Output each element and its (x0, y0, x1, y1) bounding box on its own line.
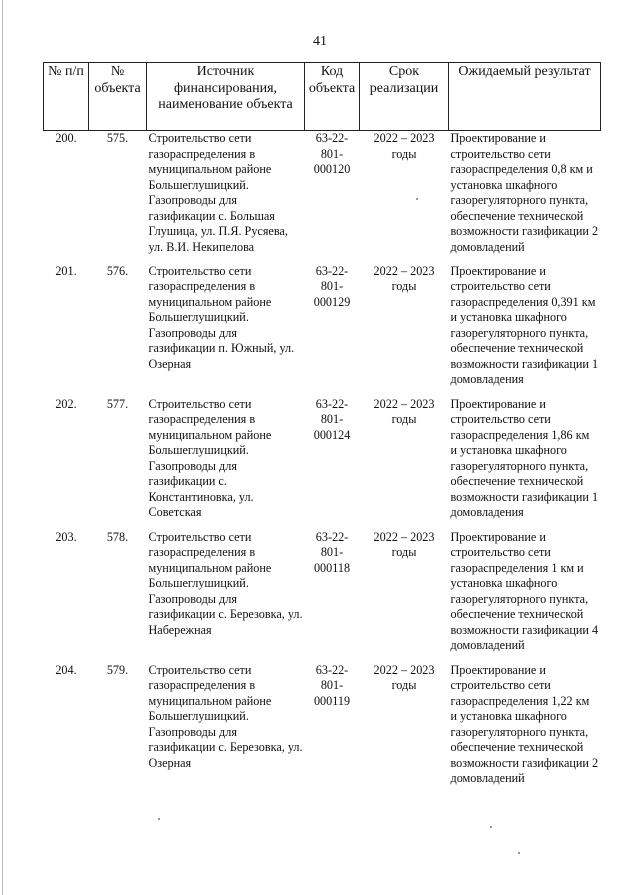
financing-source: Строительство сети газораспределения в муниципальном районе Большеглушицкий. Газопроводы для газификации с. Березовка, ул. Набережная (148, 529, 303, 637)
scan-speck (518, 852, 520, 854)
implementation-period: 2022 – 2023 годы (373, 662, 435, 692)
financing-source: Строительство сети газораспределения в муниципальном районе Большеглушицкий. Газопроводы для газификации с. Березовка, ул. Озерная (148, 662, 303, 770)
expected-result: Проектирование и строительство сети газораспределения 1,86 км и установка шкафного газорегуляторного пункта, обеспечение технической возможности газификации 1 домовладения (450, 396, 599, 519)
table-row (44, 264, 601, 397)
page-number: 41 (313, 34, 327, 49)
financing-source: Строительство сети газораспределения в муниципальном районе Большеглушицкий. Газопроводы для газификации с. Константиновка, ул. Советская (148, 396, 272, 519)
header-row-number: № п/п (44, 63, 89, 131)
expected-result: Проектирование и строительство сети газораспределения 0,391 км и установка шкафного газорегуляторного пункта, обеспечение технической возможности газификации 1 домовладения (450, 263, 599, 386)
header-row (44, 63, 601, 131)
object-number: 578. (106, 529, 129, 544)
object-number: 575. (106, 131, 129, 145)
implementation-period: 2022 – 2023 годы (373, 263, 435, 293)
table-header (44, 63, 601, 131)
implementation-period: 2022 – 2023 годы (373, 396, 435, 426)
object-number: 577. (106, 396, 129, 411)
expected-result: Проектирование и строительство сети газораспределения 1,22 км и установка шкафного газорегуляторного пункта, обеспечение технической возможности газификации 2 домовладений (450, 662, 599, 785)
header-period: Срок реализации (360, 63, 449, 131)
table-body (44, 131, 601, 796)
header-source: Источник финансирования, наименование объекта (147, 63, 305, 131)
financing-source: Строительство сети газораспределения в муниципальном районе Большеглушицкий. Газопроводы для газификации с. Большая Глушица, ул. П.Я. Русяева, ул. В.И. Некипелова (148, 131, 288, 254)
header-expected-result: Ожидаемый результат (449, 63, 601, 131)
header-object-number: № объекта (89, 63, 147, 131)
table-row (44, 530, 601, 663)
scan-speck (416, 198, 418, 200)
row-number: 201. (55, 263, 77, 278)
page-edge-mark (2, 0, 3, 895)
table-row (44, 663, 601, 796)
header-object-code: Код объекта (305, 63, 360, 131)
implementation-period: 2022 – 2023 годы (373, 529, 435, 559)
object-code: 63-22-801-000120 (313, 131, 351, 176)
row-number: 202. (55, 396, 77, 411)
expected-result: Проектирование и строительство сети газораспределения 1 км и установка шкафного газорегуляторного пункта, обеспечение технической возможности газификации 4 домовладений (450, 529, 599, 652)
implementation-period: 2022 – 2023 годы (373, 131, 435, 161)
financing-source: Строительство сети газораспределения в муниципальном районе Большеглушицкий. Газопроводы для газификации п. Южный, ул. Озерная (148, 263, 295, 371)
row-number: 203. (55, 529, 77, 544)
scan-speck (158, 818, 160, 820)
object-number: 576. (106, 263, 129, 278)
object-number: 579. (106, 662, 129, 677)
expected-result: Проектирование и строительство сети газораспределения 0,8 км и установка шкафного газорегуляторного пункта, обеспечение технической возможности газификации 2 домовладений (450, 131, 599, 254)
scan-speck (490, 826, 492, 828)
object-code: 63-22-801-000124 (313, 396, 351, 442)
object-code: 63-22-801-000118 (313, 529, 351, 575)
table-row (44, 131, 601, 264)
financing-table (43, 62, 601, 796)
row-number: 200. (55, 131, 77, 145)
table-row (44, 397, 601, 530)
row-number: 204. (55, 662, 77, 677)
object-code: 63-22-801-000129 (313, 263, 351, 309)
object-code: 63-22-801-000119 (313, 662, 351, 708)
